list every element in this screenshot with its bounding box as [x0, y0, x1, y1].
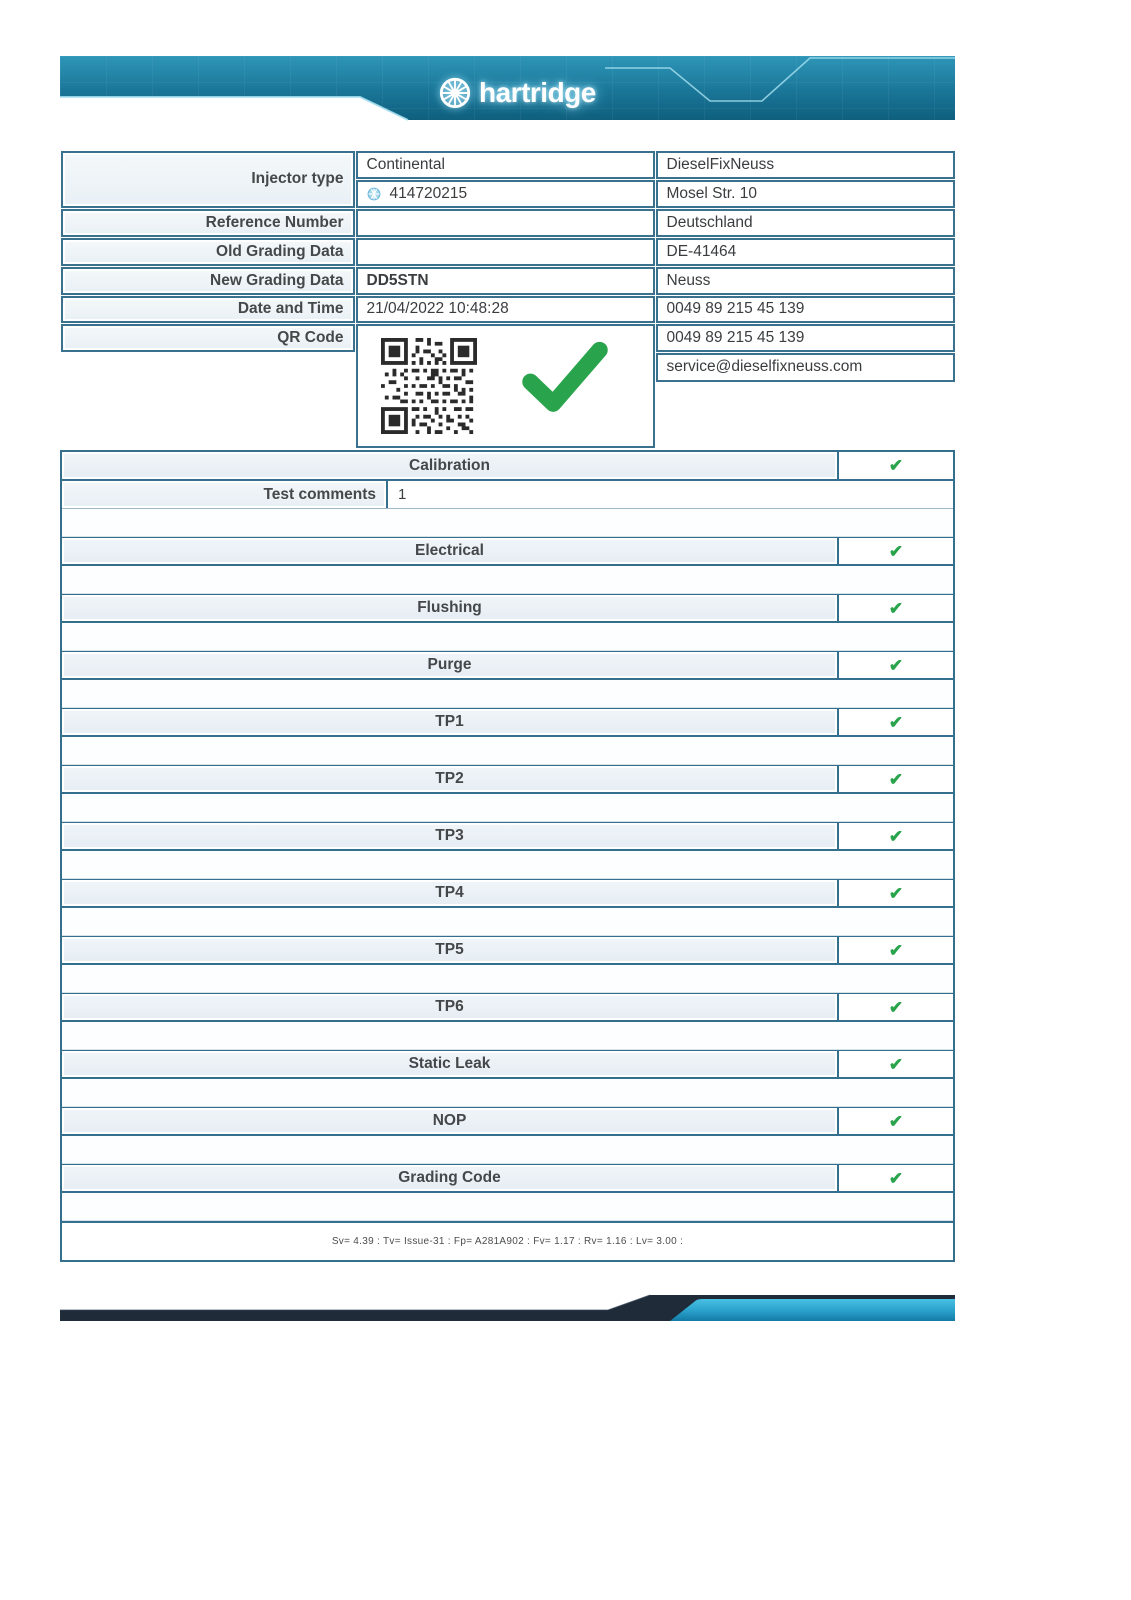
customer-name: DieselFixNeuss: [656, 151, 955, 179]
test-passed-check-icon: ✔: [888, 712, 904, 732]
test-comments-label: Test comments: [62, 481, 388, 508]
customer-phone-1: 0049 89 215 45 139: [656, 296, 955, 323]
spacer-row: [62, 1022, 953, 1050]
test-result-cell: [837, 652, 953, 678]
test-section-label: TP3: [62, 823, 837, 849]
new-grading-label: New Grading Data: [61, 267, 355, 295]
test-comments-row: [62, 481, 953, 509]
spacer-row: [62, 908, 953, 936]
reference-number-label: Reference Number: [61, 209, 355, 237]
date-time-value: 21/04/2022 10:48:28: [356, 296, 655, 323]
old-grading-label: Old Grading Data: [61, 238, 355, 266]
spacer-row: [62, 1136, 953, 1164]
customer-phone-2: 0049 89 215 45 139: [656, 324, 955, 352]
test-section-flushing: [62, 594, 953, 623]
test-section-label: Static Leak: [62, 1051, 837, 1077]
injector-type-label: Injector type: [61, 151, 355, 208]
test-passed-check-icon: ✔: [888, 1054, 904, 1074]
footer-banner-graphic: [60, 1289, 955, 1325]
test-passed-check-icon: ✔: [888, 598, 904, 618]
spacer-row: [62, 680, 953, 708]
spacer-row: [62, 1193, 953, 1221]
test-result-cell: [837, 994, 953, 1020]
test-section-nop: [62, 1107, 953, 1136]
test-results-table: [60, 450, 955, 1262]
injector-make: Continental: [366, 155, 445, 173]
test-result-cell: [837, 823, 953, 849]
spacer-row: [62, 566, 953, 594]
test-section-grading-code: [62, 1164, 953, 1193]
spacer-row: [62, 851, 953, 879]
test-passed-check-icon: ✔: [888, 655, 904, 675]
spacer-row: [62, 509, 953, 537]
spacer-row: [62, 737, 953, 765]
test-passed-check-icon: ✔: [888, 826, 904, 846]
test-result-cell: [837, 538, 953, 564]
test-result-cell: [837, 1051, 953, 1077]
date-time-label: Date and Time: [61, 296, 355, 323]
test-section-label: TP1: [62, 709, 837, 735]
test-section-tp5: [62, 936, 953, 965]
customer-country: Deutschland: [656, 209, 955, 237]
test-section-label: Purge: [62, 652, 837, 678]
test-section-label: Flushing: [62, 595, 837, 621]
test-result-cell: [837, 1108, 953, 1134]
test-passed-check-icon: ✔: [888, 1168, 904, 1188]
qr-code-cell: [356, 324, 655, 448]
customer-street: Mosel Str. 10: [656, 180, 955, 208]
hartridge-wheel-icon: [438, 76, 472, 110]
spacer-row: [62, 623, 953, 651]
qr-code-image: [381, 338, 477, 434]
test-section-tp2: [62, 765, 953, 794]
test-section-label: Electrical: [62, 538, 837, 564]
test-result-cell: [837, 709, 953, 735]
test-section-label: TP6: [62, 994, 837, 1020]
header-banner: [60, 56, 955, 124]
test-passed-check-icon: ✔: [888, 1111, 904, 1131]
test-section-label: TP5: [62, 937, 837, 963]
test-section-purge: [62, 651, 953, 680]
brand-logo: [438, 76, 596, 110]
test-result-cell: [837, 880, 953, 906]
injector-type-value-1: [356, 151, 655, 179]
test-passed-check-icon: ✔: [888, 997, 904, 1017]
qr-verified-check-icon: [519, 340, 611, 420]
version-line: Sv= 4.39 : Tv= Issue-31 : Fp= A281A902 : Fv= 1.17 : Rv= 1.16 : Lv= 3.00 :: [331, 1236, 684, 1247]
test-passed-check-icon: ✔: [888, 456, 904, 475]
test-section-label: Grading Code: [62, 1165, 837, 1191]
footer-banner: [60, 1289, 955, 1325]
test-section-label: Calibration: [62, 452, 837, 479]
test-section-tp6: [62, 993, 953, 1022]
test-result-cell: [837, 452, 953, 479]
test-section-tp4: [62, 879, 953, 908]
test-section-electrical: [62, 537, 953, 566]
test-passed-check-icon: ✔: [888, 940, 904, 960]
test-passed-check-icon: ✔: [888, 541, 904, 561]
spacer-row: [62, 1079, 953, 1107]
spacer-row: [62, 965, 953, 993]
spacer-row: [62, 794, 953, 822]
test-passed-check-icon: ✔: [888, 769, 904, 789]
test-section-label: NOP: [62, 1108, 837, 1134]
test-section-label: TP2: [62, 766, 837, 792]
test-section-label: TP4: [62, 880, 837, 906]
test-section-static-leak: [62, 1050, 953, 1079]
report-version-row: [62, 1221, 953, 1260]
customer-postcode: DE-41464: [656, 238, 955, 266]
part-number-wheel-icon: [367, 187, 381, 201]
test-section-tp3: [62, 822, 953, 851]
test-passed-check-icon: ✔: [888, 883, 904, 903]
injector-part-number: 414720215: [389, 184, 468, 202]
reference-number-value: [356, 209, 655, 237]
injector-type-value-2: [356, 180, 655, 208]
test-result-cell: [837, 937, 953, 963]
test-result-cell: [837, 595, 953, 621]
injector-info-table: [60, 150, 955, 448]
test-comments-value: 1: [398, 486, 407, 503]
old-grading-value: [356, 238, 655, 266]
test-section-calibration: [62, 452, 953, 481]
qr-code-label: QR Code: [61, 324, 355, 352]
test-result-cell: [837, 1165, 953, 1191]
test-section-tp1: [62, 708, 953, 737]
new-grading-value: DD5STN: [356, 267, 655, 295]
customer-email: service@dieselfixneuss.com: [656, 353, 955, 382]
test-result-cell: [837, 766, 953, 792]
brand-name: hartridge: [479, 77, 596, 108]
customer-city: Neuss: [656, 267, 955, 295]
